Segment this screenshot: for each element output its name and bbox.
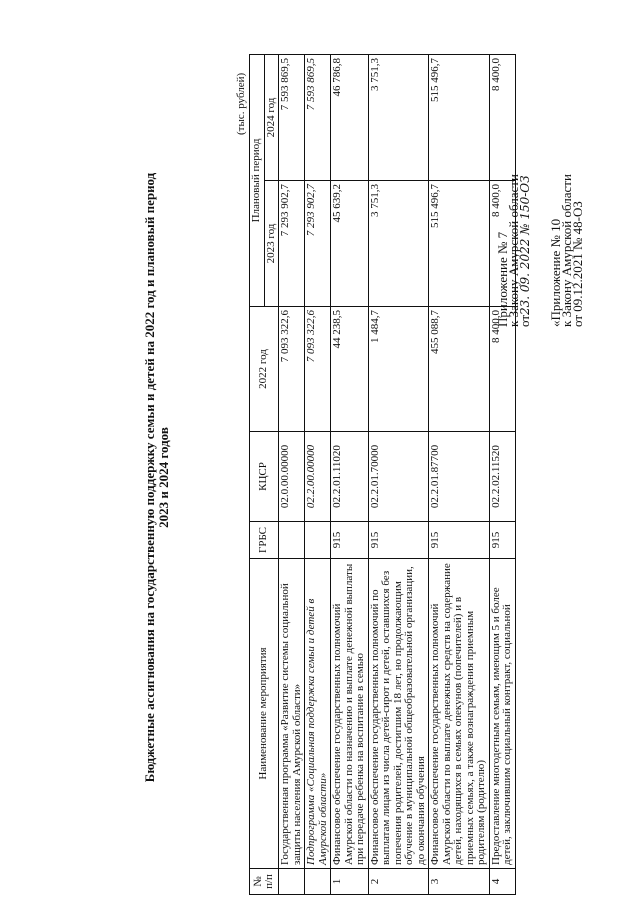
table-row-program [279, 54, 305, 894]
cell-2023: 3 751,3 [368, 181, 429, 307]
cell-name: Государственная программа «Развитие системы социальной защиты населения Амурской области» [279, 559, 305, 869]
cell-name: Подпрограмма «Социальная поддержка семьи и детей в Амурской области» [305, 559, 331, 869]
cell-kcsr: 02.2.01.11020 [331, 432, 369, 522]
appendix-date: от23. 09. 2022 № 150-ОЗ [517, 175, 532, 327]
cell-kcsr: 02.2.01.87700 [429, 432, 490, 522]
title-line-1: Бюджетные ассигнования на государственную поддержку семьи и детей на 2022 год и плановый период [142, 172, 157, 783]
table-row [368, 54, 429, 894]
cell-num: 3 [429, 869, 490, 895]
cell-2024: 7 593 869,5 [279, 54, 305, 180]
cell-grbs: 915 [429, 522, 490, 559]
header-kcsr: КЦСР [250, 432, 279, 522]
original-appendix-law: к Закону Амурской области [559, 174, 574, 327]
cell-grbs: 915 [489, 522, 515, 559]
original-appendix-block [550, 174, 583, 327]
cell-name: Финансовое обеспечение государственных полномочий Амурской области по выплате денежных средств на содержание детей, находящихся в семьях опекунов (попечителей) и в приемных семьях, а также вознаграждения приемным родителям (родителю) [429, 559, 490, 869]
cell-2022: 7 093 322,6 [279, 307, 305, 432]
cell-name: Предоставление многодетным семьям, имеющим 5 и более детей, заключившим социальный контракт, социальной [489, 559, 515, 869]
cell-2024: 7 593 869,5 [305, 54, 331, 180]
units-label: (тыс. рублей) [235, 72, 247, 135]
cell-grbs: 915 [368, 522, 429, 559]
cell-num: 2 [368, 869, 429, 895]
cell-num: 1 [331, 869, 369, 895]
document-title [143, 60, 171, 895]
original-appendix-date: от 09.12.2021 № 48-ОЗ [570, 201, 585, 327]
header-grbs: ГРБС [250, 522, 279, 559]
header-2024: 2024 год [264, 54, 279, 180]
cell-2024: 46 786,8 [331, 54, 369, 180]
budget-table [249, 54, 516, 895]
appendix-number: Приложение № 7 [495, 231, 510, 327]
cell-2024: 8 400,0 [489, 54, 515, 180]
appendix-law: к Закону Амурской области [506, 174, 521, 327]
cell-grbs [279, 522, 305, 559]
cell-2023: 8 400,0 [489, 181, 515, 307]
cell-2023: 45 639,2 [331, 181, 369, 307]
cell-grbs [305, 522, 331, 559]
table-header-row [250, 54, 265, 894]
cell-kcsr: 02.2.01.70000 [368, 432, 429, 522]
table-row [429, 54, 490, 894]
header-2022: 2022 год [250, 307, 279, 432]
cell-2022: 455 088,7 [429, 307, 490, 432]
table-row [331, 54, 369, 894]
title-line-2: 2023 и 2024 годов [156, 427, 171, 528]
cell-2022: 1 484,7 [368, 307, 429, 432]
cell-name: Финансовое обеспечение государственных полномочий по выплатам лицам из числа детей-сирот и детей, оставшихся без попечения родителей, достигшим 18 лет, но продолжающим обучение в муниципальной общеобразовательной организации, до окончания обучения [368, 559, 429, 869]
table-row-subprogram [305, 54, 331, 894]
header-planned-period: Плановый период [250, 54, 265, 306]
cell-kcsr: 02.2.00.00000 [305, 432, 331, 522]
cell-2023: 515 496,7 [429, 181, 490, 307]
cell-2023: 7 293 902,7 [279, 181, 305, 307]
header-2023: 2023 год [264, 181, 279, 307]
cell-num [279, 869, 305, 895]
cell-num [305, 869, 331, 895]
header-num: № п/п [250, 869, 279, 895]
cell-2022: 44 238,5 [331, 307, 369, 432]
cell-kcsr: 02.2.02.11520 [489, 432, 515, 522]
original-appendix-number: «Приложение № 10 [548, 218, 563, 327]
header-name: Наименование мероприятия [250, 559, 279, 869]
handwritten-date: 23. 09. 2022 № 150-ОЗ [518, 175, 532, 315]
cell-grbs: 915 [331, 522, 369, 559]
cell-2022: 7 093 322,6 [305, 307, 331, 432]
cell-name: Финансовое обеспечение государственных полномочий Амурской области по назначению и выплате денежной выплаты при передаче ребенка на воспитание в семью [331, 559, 369, 869]
cell-num: 4 [489, 869, 515, 895]
cell-2024: 515 496,7 [429, 54, 490, 180]
cell-kcsr: 02.0.00.00000 [279, 432, 305, 522]
cell-2022: 8 400,0 [489, 307, 515, 432]
table-row [489, 54, 515, 894]
cell-2023: 7 293 902,7 [305, 181, 331, 307]
cell-2024: 3 751,3 [368, 54, 429, 180]
